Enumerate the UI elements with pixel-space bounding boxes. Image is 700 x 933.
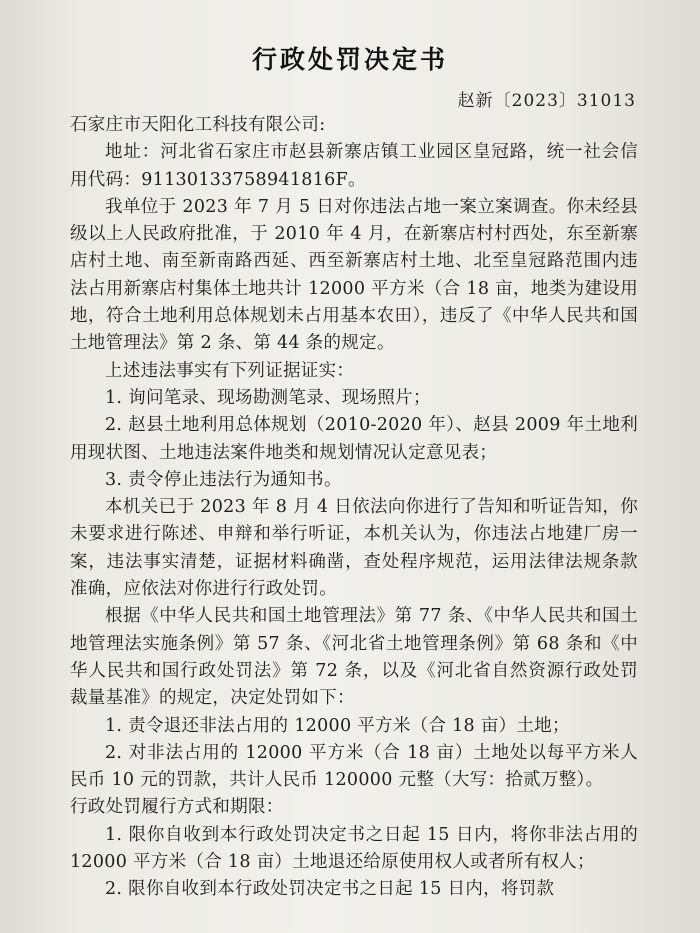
case-paragraph: 我单位于 2023 年 7 月 5 日对你违法占地一案立案调查。你未经县级以上人民政府批准，于 2010 年 4 月，在新寨店村村西处，东至新寨店村土地、南至新南路西延、西至新寨店村土地、北至皇冠路范围内违法占用新寨店村集体土地共计 12000 平方米（合 18 亩，地类为建设用地，符合土地利用总体规划未占用基本农田），违反了《中华人民共和国土地管理法》第 2 条、第 44 条的规定。 xyxy=(70,196,638,354)
penalty-item-2: 2. 对非法占用的 12000 平方米（合 18 亩）土地处以每平方米人民币 10 元的罚款，共计人民币 120000 元整（大写：拾贰万整）。 xyxy=(70,742,638,791)
evidence-intro: 上述违法事实有下列证据证实： xyxy=(105,360,355,381)
notice-paragraph: 本机关已于 2023 年 8 月 4 日依法向你进行了告知和听证告知，你未要求进行陈述、申辩和举行听证，本机关认为，你违法占地建厂房一案，违法事实清楚，证据材料确凿，查处程序规范，运用法律法规条款准确，应依法对你进行行政处罚。 xyxy=(70,497,638,600)
document-title: 行政处罚决定书 xyxy=(251,45,448,74)
evidence-item-1: 1. 询问笔录、现场勘测笔录、现场照片； xyxy=(105,387,431,408)
addressee: 石家庄市天阳化工科技有限公司: xyxy=(70,115,326,135)
address-paragraph: 地址：河北省石家庄市赵县新寨店镇工业园区皇冠路，统一社会信用代码：91130133758941816F。 xyxy=(70,142,638,190)
legal-basis-paragraph: 根据《中华人民共和国土地管理法》第 77 条、《中华人民共和国土地管理法实施条例》第 57 条、《河北省土地管理条例》第 68 条和《中华人民共和国行政处罚法》第 72 条，以及《河北省自然资源行政处罚裁量基准》的规定，决定处罚如下： xyxy=(70,606,638,709)
performance-heading: 行政处罚履行方式和期限： xyxy=(70,797,284,818)
evidence-item-3: 3. 责令停止违法行为通知书。 xyxy=(105,469,342,490)
document-body xyxy=(70,112,638,904)
evidence-item-2: 2. 赵县土地利用总体规划（2010-2020 年）、赵县 2009 年土地利用现状图、土地违法案件地类和规划情况认定意见表； xyxy=(70,415,638,463)
performance-item-1: 1. 限你自收到本行政处罚决定书之日起 15 日内，将你非法占用的 12000 平方米（合 18 亩）土地退还给原使用权人或者所有权人； xyxy=(70,824,638,873)
penalty-item-1: 1. 责令退还非法占用的 12000 平方米（合 18 亩）土地； xyxy=(105,715,570,736)
document-number: 赵新〔2023〕31013 xyxy=(457,91,636,111)
performance-item-2: 2. 限你自收到本行政处罚决定书之日起 15 日内，将罚款 xyxy=(105,879,555,900)
